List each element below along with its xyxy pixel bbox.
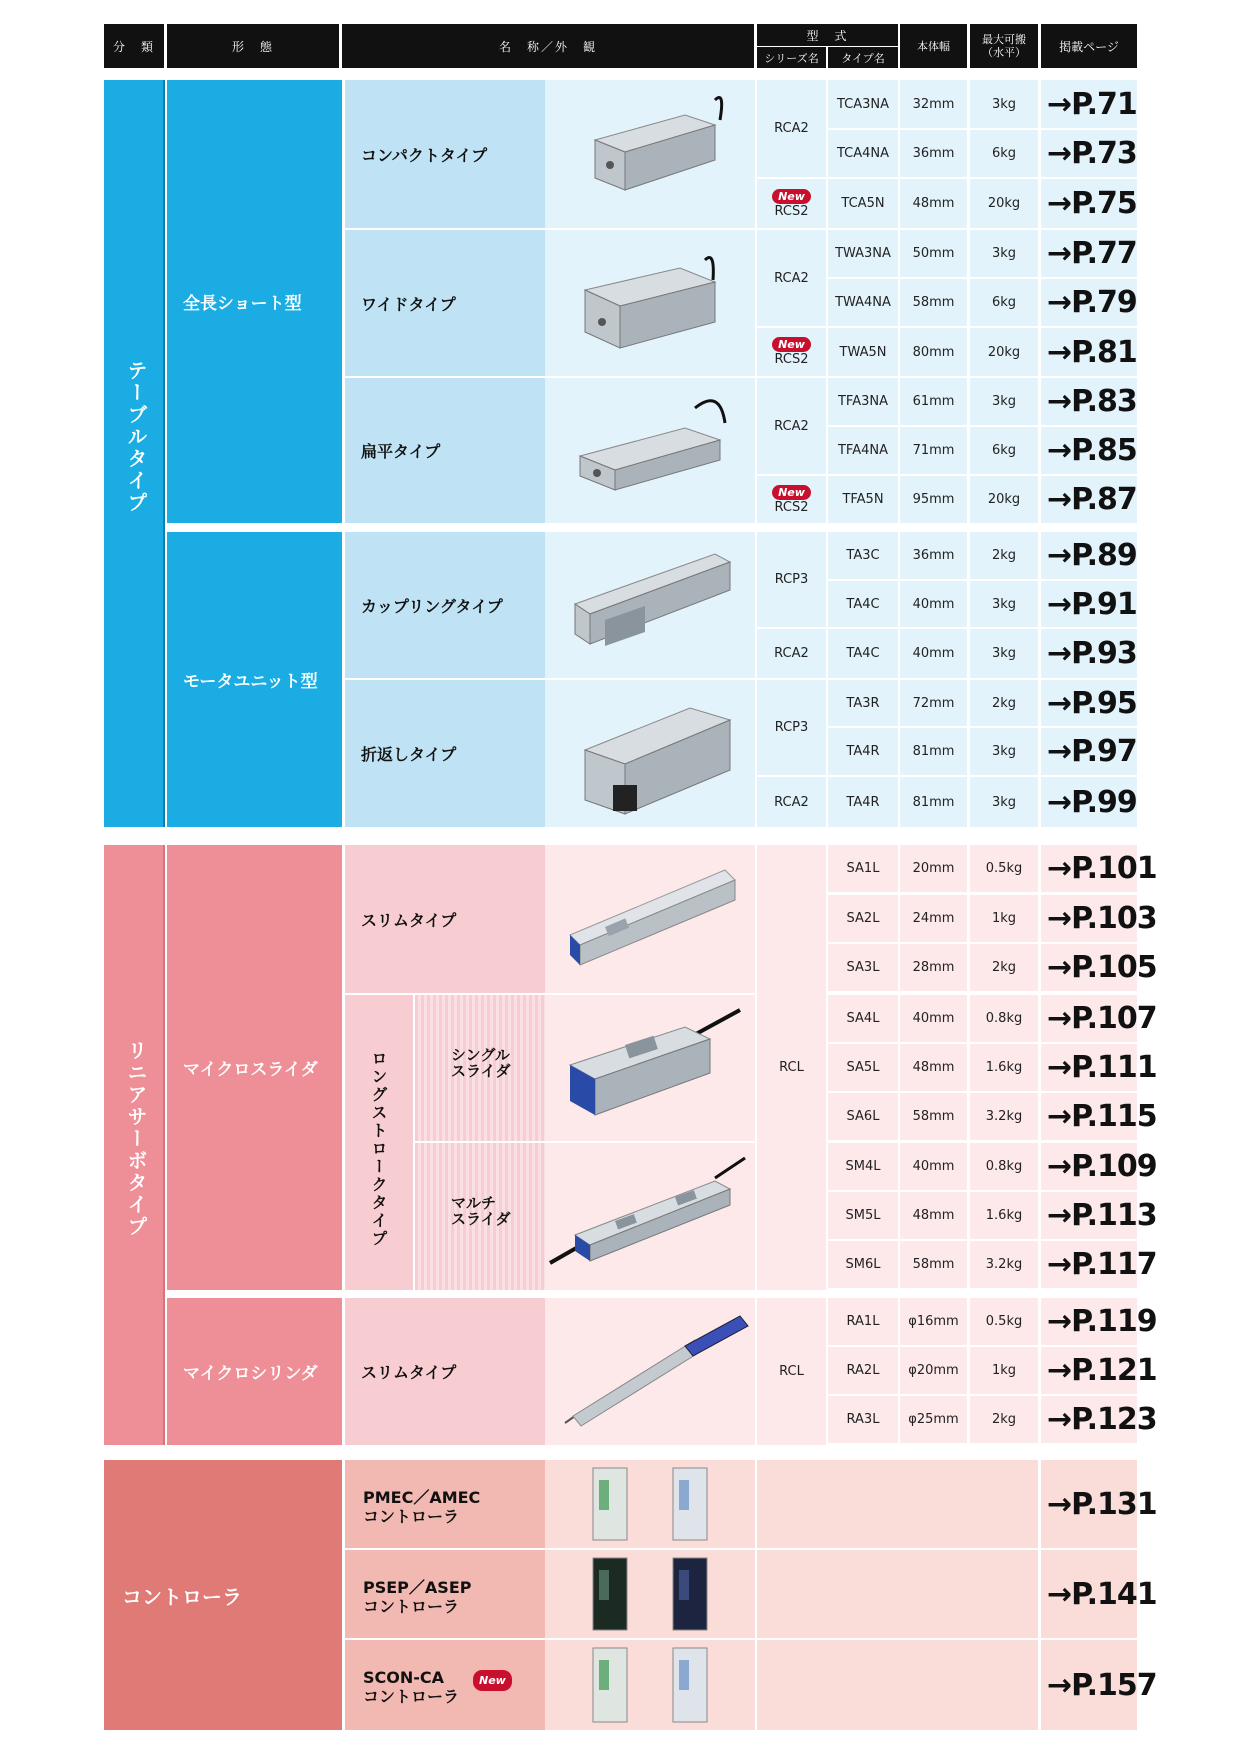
series-label: RCL [779, 1060, 804, 1075]
load-cell: 6kg [970, 427, 1038, 474]
series-cell: RCA2 [757, 378, 826, 474]
table-section-label [104, 80, 165, 827]
page-link: →P.157 [1041, 1640, 1137, 1730]
page-link: →P.91 [1041, 581, 1137, 627]
controller-name-line2: コントローラ [363, 1507, 460, 1526]
page-link: →P.75 [1041, 179, 1137, 228]
actuator-icon [545, 80, 755, 228]
load-cell: 1.6kg [970, 1044, 1038, 1091]
width-cell: 95mm [900, 476, 967, 523]
load-cell: 1kg [970, 895, 1038, 942]
load-cell: 3.2kg [970, 1241, 1038, 1288]
series-rcl [757, 845, 826, 1290]
subtype-cylinder-slim: スリムタイプ [361, 1363, 457, 1382]
type-cell: TWA5N [828, 328, 898, 376]
width-cell: 81mm [900, 777, 967, 827]
linear-section-label [104, 845, 165, 1445]
header-keitai: 形 態 [167, 24, 339, 68]
page-link: →P.95 [1041, 680, 1137, 726]
type-cell: RA2L [828, 1347, 898, 1394]
type-cell: SM5L [828, 1192, 898, 1239]
width-cell: 72mm [900, 680, 967, 726]
width-cell: 40mm [900, 1143, 967, 1190]
page-link: →P.77 [1041, 230, 1137, 277]
page-link: →P.97 [1041, 728, 1137, 775]
load-cell: 0.5kg [970, 1298, 1038, 1345]
actuator-icon [545, 1143, 755, 1290]
subtype-wide: ワイドタイプ [361, 294, 456, 314]
width-cell: 48mm [900, 179, 967, 228]
actuator-icon [545, 680, 755, 827]
width-cell: 28mm [900, 944, 967, 991]
series-label: RCS2 [774, 352, 809, 367]
controller-name-line1: SCON-CA [363, 1668, 445, 1687]
width-cell: 36mm [900, 532, 967, 579]
controller-icon [545, 1640, 755, 1730]
type-cell: TCA3NA [828, 80, 898, 128]
page-link: →P.111 [1041, 1044, 1137, 1091]
type-cell: SA6L [828, 1093, 898, 1140]
series-label: RCL [779, 1364, 804, 1379]
multi-slider-label: マルチ スライダ [451, 1194, 511, 1228]
series-rcl-cylinder [757, 1298, 826, 1445]
series-cell: RCP3 [757, 680, 826, 775]
controller-icon [545, 1550, 755, 1638]
subtype-fold: 折返しタイプ [361, 745, 457, 764]
controller-name [345, 1550, 545, 1638]
load-cell: 3kg [970, 728, 1038, 775]
type-cell: RA1L [828, 1298, 898, 1345]
product-image-coupling [545, 532, 755, 678]
controller-name-line1: PMEC／AMEC [363, 1488, 481, 1507]
group-zencho-short [167, 80, 342, 523]
load-cell: 20kg [970, 179, 1038, 228]
group-label: 全長ショート型 [183, 294, 302, 314]
page-link: →P.89 [1041, 532, 1137, 579]
page-link: →P.117 [1041, 1241, 1137, 1288]
header-meisho: 名 称／外 観 [342, 24, 754, 68]
product-image-compact [545, 80, 755, 228]
type-cell: TWA4NA [828, 279, 898, 326]
type-cell: TFA5N [828, 476, 898, 523]
type-cell: TCA4NA [828, 130, 898, 177]
width-cell: φ16mm [900, 1298, 967, 1345]
subtype-multi-slider [415, 1143, 545, 1290]
subtype-slim: スリムタイプ [361, 910, 457, 930]
controller-name-line2: コントローラ [363, 1687, 460, 1706]
load-cell: 3kg [970, 378, 1038, 425]
type-cell: SA2L [828, 895, 898, 942]
series-cell [757, 328, 826, 376]
page-link: →P.115 [1041, 1093, 1137, 1140]
series-cell [757, 629, 826, 678]
load-cell: 3kg [970, 80, 1038, 128]
load-cell: 3kg [970, 777, 1038, 827]
width-cell: 24mm [900, 895, 967, 942]
load-cell: 1.6kg [970, 1192, 1038, 1239]
width-cell: 50mm [900, 230, 967, 277]
subtype-coupling: カップリングタイプ [361, 596, 503, 616]
load-cell: 1kg [970, 1347, 1038, 1394]
subtype-long-stroke [345, 995, 413, 1290]
header-width: 本体幅 [900, 24, 967, 68]
load-cell: 20kg [970, 328, 1038, 376]
new-badge: New [772, 485, 811, 500]
page-link: →P.83 [1041, 378, 1137, 425]
page-link: →P.73 [1041, 130, 1137, 177]
page-link: →P.105 [1041, 944, 1137, 991]
header-series: シリーズ名 [757, 47, 826, 68]
series-label: RCS2 [774, 499, 809, 515]
width-cell: 32mm [900, 80, 967, 128]
width-cell: 48mm [900, 1192, 967, 1239]
load-cell: 3kg [970, 230, 1038, 277]
subtype-compact: コンパクトタイプ [361, 145, 488, 165]
series-label: RCA2 [774, 646, 809, 661]
actuator-icon [545, 1298, 755, 1445]
load-cell: 3.2kg [970, 1093, 1038, 1140]
width-cell: 71mm [900, 427, 967, 474]
actuator-icon [545, 845, 755, 993]
width-cell: 36mm [900, 130, 967, 177]
actuator-icon [545, 995, 755, 1141]
series-label: RCA2 [774, 794, 809, 810]
controller-image [545, 1640, 755, 1730]
type-cell: SM6L [828, 1241, 898, 1288]
page-link: →P.141 [1041, 1550, 1137, 1638]
header-bunrui: 分 類 [104, 24, 164, 68]
width-cell: 40mm [900, 629, 967, 678]
width-cell: 20mm [900, 845, 967, 892]
load-cell: 6kg [970, 279, 1038, 326]
controller-name-line2: コントローラ [363, 1597, 460, 1616]
load-cell: 0.8kg [970, 1143, 1038, 1190]
series-cell: RCP3 [757, 532, 826, 627]
actuator-icon [545, 378, 755, 523]
type-cell: RA3L [828, 1396, 898, 1443]
type-cell: TCA5N [828, 179, 898, 228]
group-micro-slider [167, 845, 342, 1290]
series-cell [757, 476, 826, 523]
header-page: 掲載ページ [1041, 24, 1137, 68]
product-image-fold [545, 680, 755, 827]
type-cell: TA4R [828, 728, 898, 775]
type-cell: SA3L [828, 944, 898, 991]
width-cell: φ25mm [900, 1396, 967, 1443]
header-katashiki: 型 式 [757, 24, 898, 46]
type-cell: TFA3NA [828, 378, 898, 425]
width-cell: 40mm [900, 581, 967, 627]
type-cell: TA4R [828, 777, 898, 827]
series-cell [757, 179, 826, 228]
type-cell: SA5L [828, 1044, 898, 1091]
group-label: マイクロシリンダ [183, 1364, 318, 1384]
load-cell: 3kg [970, 629, 1038, 678]
product-image-cylinder [545, 1298, 755, 1445]
actuator-icon [545, 230, 755, 376]
product-image-single [545, 995, 755, 1141]
page-link: →P.107 [1041, 995, 1137, 1042]
table-section-title: テーブルタイプ [124, 360, 148, 514]
load-cell: 2kg [970, 532, 1038, 579]
type-cell: SA4L [828, 995, 898, 1042]
header-payload: 最大可搬 （水平） [970, 24, 1038, 68]
page-link: →P.93 [1041, 629, 1137, 678]
controller-blank [757, 1460, 1038, 1548]
width-cell: 58mm [900, 1093, 967, 1140]
subtype-single-slider [415, 995, 545, 1141]
width-cell: 61mm [900, 378, 967, 425]
single-slider-label: シングル スライダ [451, 1046, 511, 1080]
type-cell: SM4L [828, 1143, 898, 1190]
page-link: →P.119 [1041, 1298, 1137, 1345]
group-micro-cylinder [167, 1298, 342, 1445]
page-link: →P.113 [1041, 1192, 1137, 1239]
width-cell: 81mm [900, 728, 967, 775]
page-link: →P.101 [1041, 845, 1137, 892]
controller-section-label [104, 1460, 342, 1730]
width-cell: 58mm [900, 279, 967, 326]
type-cell: TA4C [828, 581, 898, 627]
load-cell: 6kg [970, 130, 1038, 177]
product-image-wide [545, 230, 755, 376]
controller-blank [757, 1640, 1038, 1730]
controller-image [545, 1460, 755, 1548]
page-link: →P.123 [1041, 1396, 1137, 1443]
series-cell [757, 777, 826, 827]
page-link: →P.85 [1041, 427, 1137, 474]
controller-section-title: コントローラ [122, 1584, 242, 1609]
type-cell: SA1L [828, 845, 898, 892]
series-cell: RCA2 [757, 230, 826, 326]
load-cell: 2kg [970, 680, 1038, 726]
type-cell: TA4C [828, 629, 898, 678]
page-link: →P.103 [1041, 895, 1137, 942]
series-cell: RCA2 [757, 80, 826, 177]
controller-image [545, 1550, 755, 1638]
type-cell: TWA3NA [828, 230, 898, 277]
page-link: →P.121 [1041, 1347, 1137, 1394]
width-cell: 80mm [900, 328, 967, 376]
new-badge: New [772, 337, 811, 352]
type-cell: TA3C [828, 532, 898, 579]
actuator-icon [545, 532, 755, 678]
load-cell: 0.5kg [970, 845, 1038, 892]
linear-section-title: リニアサーボタイプ [124, 1040, 148, 1238]
controller-name-line1: PSEP／ASEP [363, 1578, 472, 1597]
new-badge: New [772, 189, 811, 204]
page-link: →P.109 [1041, 1143, 1137, 1190]
page-link: →P.87 [1041, 476, 1137, 523]
controller-name [345, 1460, 545, 1548]
series-label: RCS2 [774, 203, 809, 219]
load-cell: 20kg [970, 476, 1038, 523]
type-cell: TA3R [828, 680, 898, 726]
load-cell: 0.8kg [970, 995, 1038, 1042]
page-link: →P.79 [1041, 279, 1137, 326]
group-motor-unit [167, 532, 342, 827]
controller-name [345, 1640, 545, 1730]
page-link: →P.71 [1041, 80, 1137, 128]
width-cell: 40mm [900, 995, 967, 1042]
width-cell: 58mm [900, 1241, 967, 1288]
product-image-multi [545, 1143, 755, 1290]
long-stroke-label: ロングストロークタイプ [369, 1050, 388, 1248]
page-link: →P.81 [1041, 328, 1137, 376]
load-cell: 2kg [970, 1396, 1038, 1443]
page-link: →P.99 [1041, 777, 1137, 827]
width-cell: 48mm [900, 1044, 967, 1091]
subtype-flat: 扁平タイプ [361, 442, 441, 461]
new-badge: New [473, 1670, 512, 1691]
type-cell: TFA4NA [828, 427, 898, 474]
width-cell: φ20mm [900, 1347, 967, 1394]
load-cell: 2kg [970, 944, 1038, 991]
header-type: タイプ名 [828, 47, 898, 68]
controller-icon [545, 1460, 755, 1548]
product-image-flat [545, 378, 755, 523]
group-label: マイクロスライダ [183, 1060, 318, 1080]
group-label: モータユニット型 [183, 672, 318, 692]
controller-blank [757, 1550, 1038, 1638]
product-image-slim [545, 845, 755, 993]
load-cell: 3kg [970, 581, 1038, 627]
page-link: →P.131 [1041, 1460, 1137, 1548]
